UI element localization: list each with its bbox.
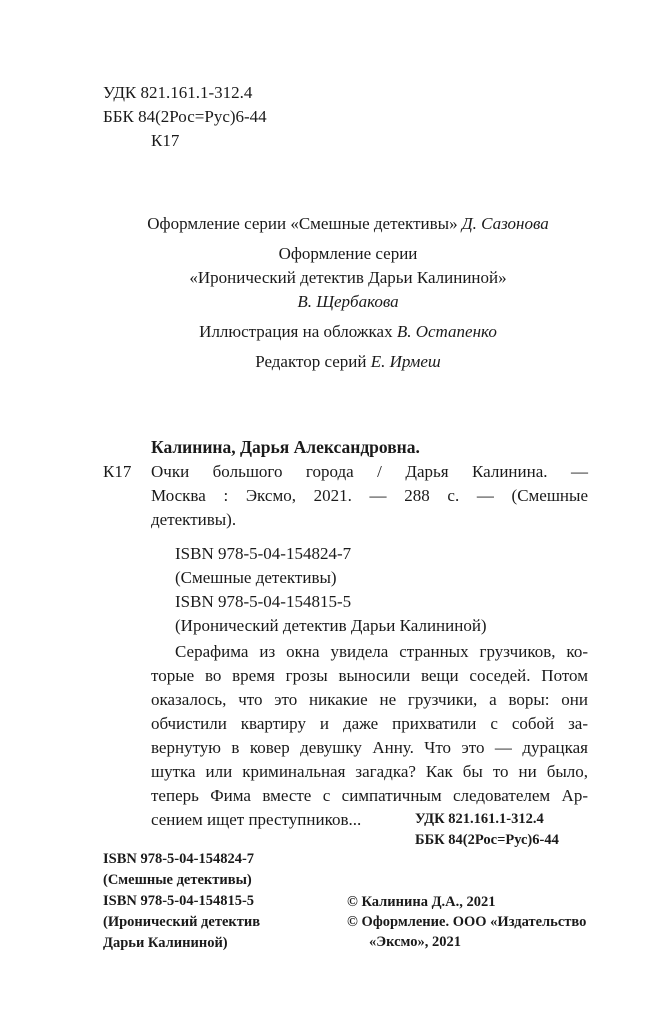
- footer-isbn-line: Дарьи Калининой): [103, 935, 228, 951]
- author-mark: К17: [151, 131, 180, 150]
- footer-isbn-line: (Иронический детектив: [103, 914, 261, 930]
- footer-bbk: ББК 84(2Рос=Рус)6-44: [415, 832, 559, 848]
- isbn1-series: (Смешные детективы): [175, 568, 337, 587]
- editor-text: Редактор серий: [255, 352, 367, 371]
- editor-name: Е. Ирмеш: [370, 352, 441, 371]
- illustration-text: Иллюстрация на обложках: [199, 322, 393, 341]
- footer-isbn-line: ISBN 978-5-04-154824-7: [103, 851, 255, 867]
- annotation-line: вернутую в ковер девушку Анну. Что это — дурацкая: [151, 738, 588, 757]
- annotation-line: оказалось, что это никакие не грузчики, а воры: они: [151, 690, 588, 709]
- annotation-line: шутка или криминальная загадка? Как бы то ни было,: [151, 762, 588, 781]
- editor-credit: [0, 352, 662, 372]
- copyright-author: © Калинина Д.А., 2021: [347, 894, 496, 910]
- udk-code: УДК 821.161.1-312.4: [103, 83, 253, 102]
- isbn1: ISBN 978-5-04-154824-7: [175, 544, 352, 563]
- annotation-line: обчистили квартиру и даже прихватили с собой за-: [151, 714, 588, 733]
- illustration-credit: [0, 322, 662, 342]
- record-line2: Москва : Эксмо, 2021. — 288 с. — (Смешные: [151, 486, 588, 505]
- footer-isbn-line: ISBN 978-5-04-154815-5: [103, 893, 255, 909]
- record-line3: детективы).: [151, 510, 237, 529]
- annotation-line: сением ищет преступников...: [151, 810, 362, 829]
- annotation-line: Серафима из окна увидела странных грузчиков, ко-: [175, 642, 588, 661]
- series1-credit: [0, 214, 662, 234]
- series2-line2: «Иронический детектив Дарьи Калининой»: [189, 268, 507, 287]
- series1-text: Оформление серии «Смешные детективы»: [147, 214, 458, 233]
- record-line1: Очки большого города / Дарья Калинина. —: [151, 462, 588, 481]
- series2-line1: Оформление серии: [278, 244, 418, 263]
- author-heading: Калинина, Дарья Александровна.: [151, 437, 420, 457]
- bbk-code: ББК 84(2Рос=Рус)6-44: [103, 107, 267, 126]
- annotation-line: теперь Фима вместе с симпатичным следователем Ар-: [151, 786, 588, 805]
- series1-designer: Д. Сазонова: [461, 214, 549, 233]
- footer-udk: УДК 821.161.1-312.4: [415, 811, 544, 827]
- footer-isbn-line: (Смешные детективы): [103, 872, 252, 888]
- series2-designer: В. Щербакова: [297, 292, 399, 311]
- annotation-line: торые во время грозы выносили вещи соседей. Потом: [151, 666, 588, 685]
- copyright-design-cont: «Эксмо», 2021: [369, 934, 461, 950]
- isbn2-series: (Иронический детектив Дарьи Калининой): [175, 616, 487, 635]
- illustration-author: В. Остапенко: [396, 322, 497, 341]
- copyright-design: © Оформление. ООО «Издательство: [347, 914, 587, 930]
- isbn2: ISBN 978-5-04-154815-5: [175, 592, 352, 611]
- record-mark: К17: [103, 462, 132, 481]
